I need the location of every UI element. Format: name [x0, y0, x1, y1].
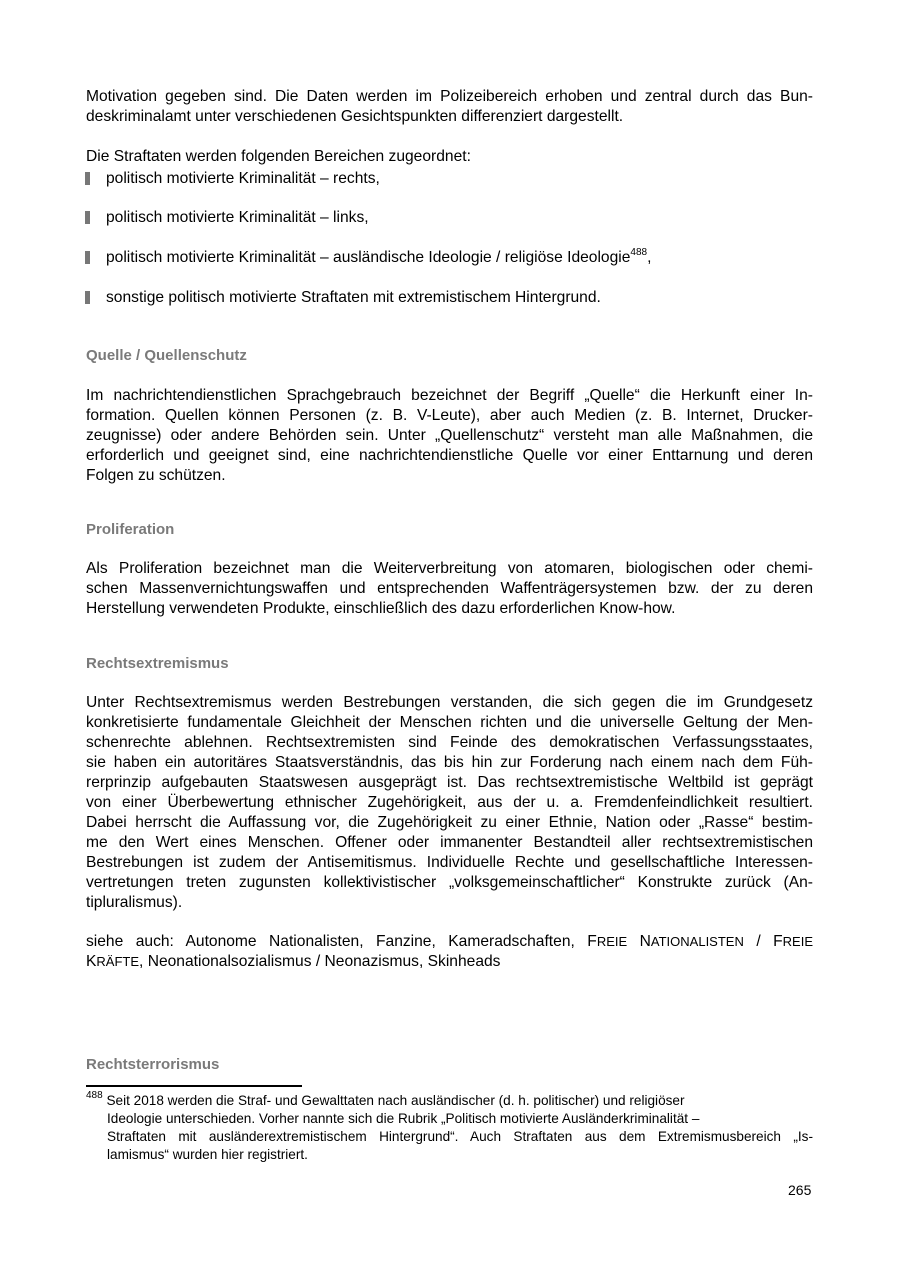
intro-line-2: deskriminalamt unter verschiedenen Gesichtspunkten differenziert dargestellt. [86, 108, 624, 125]
rechtsextremismus-line: schenrechte ablehnen. Rechtsextremisten sind Feinde des demokratischen Verfassungsstaates, [86, 734, 813, 751]
see-also-rest: , Neonationalsozialismus / Neonazismus, Skinheads [139, 953, 501, 970]
proliferation-line: Als Proliferation bezeichnet man die Weiterverbreitung von atomaren, biologischen oder chemi- [86, 560, 813, 577]
footnote-line-2: Ideologie unterschieden. Vorher nannte sich die Rubrik „Politisch motivierte Ausländerkriminalität – [107, 1111, 700, 1126]
see-also-link-freie-nationalisten: FREIE NATIONALISTEN [587, 933, 744, 950]
bullet-marker [85, 291, 90, 304]
bullet-item-2: politisch motivierte Kriminalität – links, [106, 209, 369, 226]
rechtsextremismus-line: von einer Überbewertung ethnischer Zugehörigkeit, aus der u. a. Fremdenfeindlichkeit resultiert. [86, 794, 813, 811]
bullet-marker [85, 211, 90, 224]
rechtsextremismus-line: tipluralismus). [86, 894, 183, 911]
section-heading-rechtsextremismus: Rechtsextremismus [86, 655, 229, 672]
rechtsextremismus-line: me den Wert eines Menschen. Offener oder immanenter Bestandteil aller rechtsextremistischen [86, 834, 813, 851]
footnote-line-3: Straftaten mit ausländerextremistischem Hintergrund“. Auch Straftaten aus dem Extremismusbereich „Is- [107, 1129, 813, 1144]
bullet-item-3-text: politisch motivierte Kriminalität – ausländische Ideologie / religiöse Ideologie [106, 249, 631, 266]
rechtsextremismus-line: Dabei herrscht die Auffassung vor, die Zugehörigkeit zu einer Ethnie, Nation oder „Rasse“ bestim- [86, 814, 813, 831]
quelle-line: Folgen zu schützen. [86, 467, 226, 484]
section-heading-quelle: Quelle / Quellenschutz [86, 347, 247, 364]
bullet-item-3-suffix: , [647, 249, 652, 266]
rechtsextremismus-line: vertretungen treten zugunsten kollektivistischer „volksgemeinschaftlicher“ Konstrukte zurück (An- [86, 874, 813, 891]
bullet-marker [85, 251, 90, 264]
quelle-line: erforderlich und geeignet sind, eine nachrichtendienstliche Quelle vor einer Enttarnung und deren [86, 447, 813, 464]
section-heading-rechtsterrorismus: Rechtsterrorismus [86, 1056, 220, 1073]
intro-lead: Die Straftaten werden folgenden Bereichen zugeordnet: [86, 148, 471, 165]
see-also-link-freie-kraefte-start: FREIE [773, 933, 813, 950]
rechtsextremismus-line: rerprinzip aufgebauten Staatswesen ausgeprägt ist. Das rechtsextremistische Weltbild ist geprägt [86, 774, 813, 791]
see-also-line-2 [86, 952, 500, 972]
bullet-item-3 [106, 248, 651, 268]
bullet-item-1: politisch motivierte Kriminalität – rechts, [106, 170, 380, 187]
intro-line-1: Motivation gegeben sind. Die Daten werden im Polizeibereich erhoben und zentral durch das Bun- [86, 88, 813, 105]
footnote-line-1: $^{488}$ Seit 2018 werden die Straf- und Gewalttaten nach ausländischer (d. h. politischer) und religiöser [86, 1090, 685, 1108]
quelle-line: formation. Quellen können Personen (z. B. V-Leute), aber auch Medien (z. B. Internet, Drucker- [86, 407, 813, 424]
page-number: 265 [788, 1182, 812, 1198]
see-also-link-freie-kraefte-end: KRÄFTE [86, 953, 140, 970]
section-heading-proliferation: Proliferation [86, 521, 175, 538]
see-also-line-1 [86, 932, 813, 952]
rechtsextremismus-line: Bestrebungen ist zudem der Antisemitismus. Individuelle Rechte und gesellschaftliche Interessen- [86, 854, 813, 871]
quelle-line: zeugnisse) oder andere Behörden sein. Unter „Quellenschutz“ versteht man alle Maßnahmen, die [86, 427, 813, 444]
footnote-number: 488 [86, 1090, 103, 1101]
bullet-item-4: sonstige politisch motivierte Straftaten mit extremistischem Hintergrund. [106, 289, 601, 306]
footnote-rule [86, 1085, 302, 1087]
bullet-marker [85, 172, 90, 185]
see-also-prefix: siehe auch: Autonome Nationalisten, Fanzine, Kameradschaften, [86, 933, 575, 950]
proliferation-line: Herstellung verwendeten Produkte, einschließlich des dazu erforderlichen Know-how. [86, 600, 676, 617]
rechtsextremismus-line: Unter Rechtsextremismus werden Bestrebungen verstanden, die sich gegen die im Grundgesetz [86, 694, 813, 711]
see-also-separator: / [743, 933, 774, 950]
proliferation-line: schen Massenvernichtungswaffen und entsprechenden Waffenträgersystemen bzw. der zu deren [86, 580, 813, 597]
rechtsextremismus-line: sie haben ein autoritäres Staatsverständnis, das bis hin zur Forderung nach einem nach dem Füh- [86, 754, 813, 771]
quelle-line: Im nachrichtendienstlichen Sprachgebrauch bezeichnet der Begriff „Quelle“ die Herkunft einer In- [86, 387, 813, 404]
footnote-ref: 488 [630, 247, 648, 258]
footnote-line-4: lamismus“ wurden hier registriert. [107, 1147, 308, 1162]
rechtsextremismus-line: konkretisierte fundamentale Gleichheit der Menschen richten und die universelle Geltung der Men- [86, 714, 813, 731]
